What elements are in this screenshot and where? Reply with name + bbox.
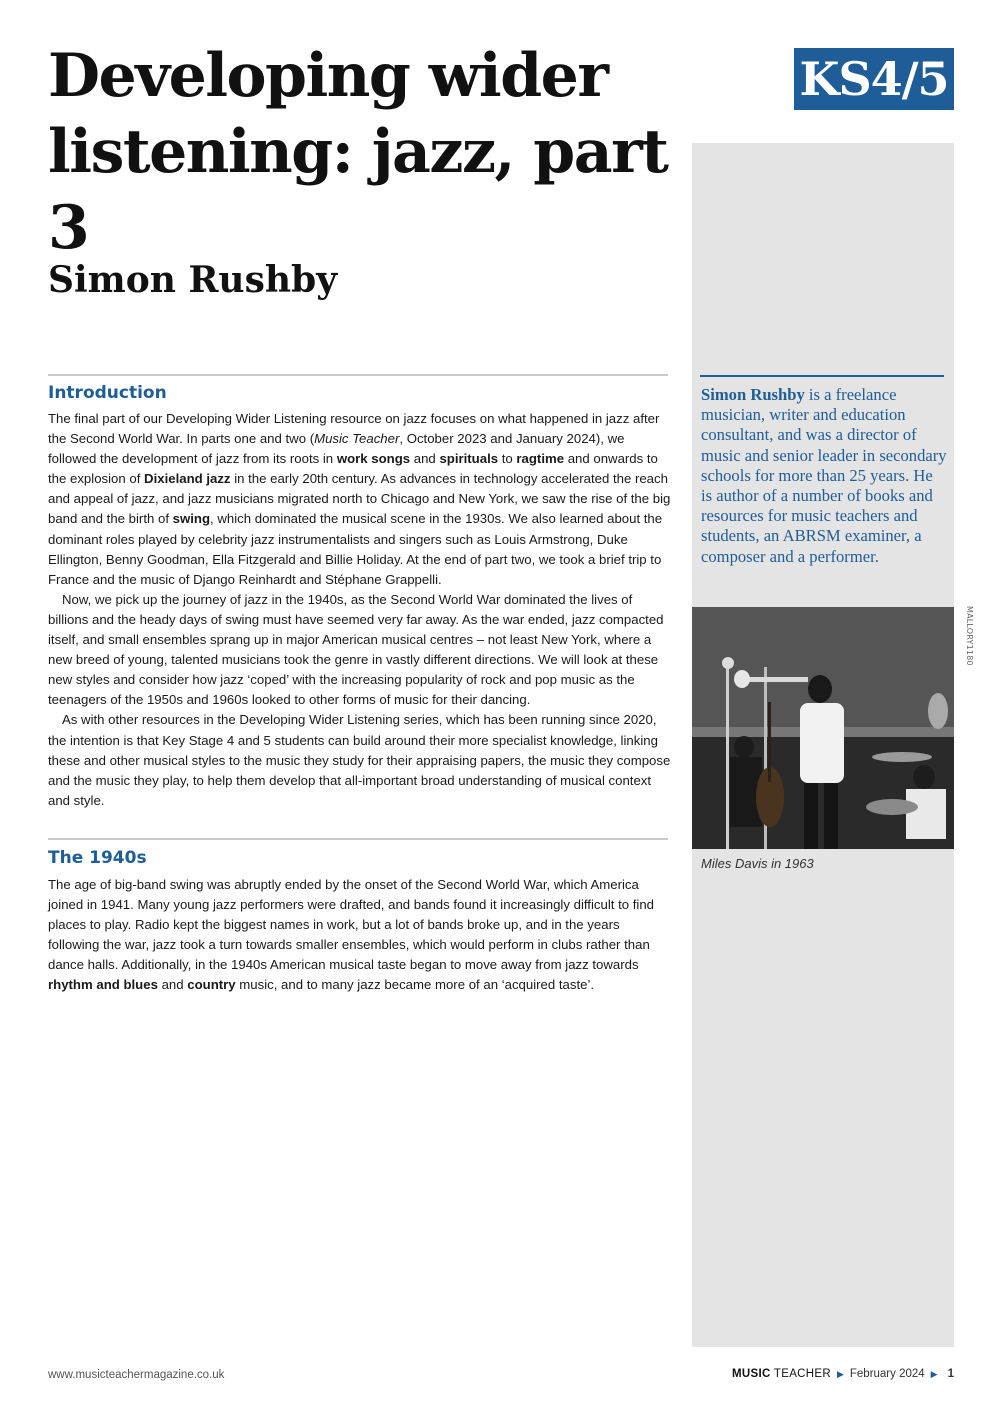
intro-paragraph-2: Now, we pick up the journey of jazz in the 1940s, as the Second World War dominated the lives of billions and the heady days of swing must have seemed very far away. As the war ended, jazz compacted itself, and small ensembles sprang up in major American musical centres – not least New York, where a new breed of young, talented musicians took the genre in vastly different directions. We will look at these new styles and consider how jazz ‘coped’ with the increasing popularity of rock and pop music as the teenagers of the 1950s and 1960s looked to other forms of music for their dancing. — [48, 591, 664, 708]
photo-credit: MALLORY1180 — [965, 606, 974, 666]
page-number: 1 — [947, 1368, 954, 1380]
key-term: work songs — [336, 451, 411, 467]
photo-caption: Miles Davis in 1963 — [701, 856, 814, 871]
key-term: Dixieland jazz — [144, 471, 231, 487]
section-divider-1940s — [48, 838, 668, 840]
section-1940s-heading: The 1940s — [48, 848, 147, 868]
section-1940s-paragraph — [48, 875, 672, 996]
intro-body — [48, 409, 672, 811]
text-run: and — [157, 977, 188, 993]
footer-website-link[interactable]: www.musicteachermagazine.co.uk — [48, 1369, 225, 1381]
bio-author-name: Simon Rushby — [701, 385, 805, 404]
section-divider-intro — [48, 374, 668, 376]
section-1940s-body — [48, 875, 672, 996]
publication-name: Music Teacher — [314, 431, 400, 447]
photo-illustration — [692, 607, 954, 849]
article-title — [48, 38, 688, 266]
author-name: Simon Rushby — [48, 259, 338, 301]
key-term: rhythm and blues — [48, 977, 158, 993]
text-run: The final part of our Developing Wider Listening resource on jazz focuses on what happened in jazz after the Second World War. In parts one and two ( — [48, 411, 660, 447]
footer-publication-info — [732, 1368, 954, 1380]
miles-davis-photo — [692, 607, 954, 849]
author-bio — [701, 385, 947, 567]
intro-paragraph-3: As with other resources in the Developing Wider Listening series, which has been running since 2020, the intention is that Key Stage 4 and 5 students can build around their more specialist knowledge, linking these and other musical styles to the music they study for their appraising papers, the music they compose and the music they play, to help them develop that all-important broad understanding of musical context and style. — [48, 712, 671, 808]
text-run: to — [498, 451, 517, 467]
text-run: The age of big-band swing was abruptly ended by the onset of the Second World War, which America joined in 1941. Many young jazz performers were drafted, and bands found it increasingly difficult to find places to play. Radio kept the biggest names in work, but a lot of bands broke up, and in the years following the war, jazz took a turn towards smaller ensembles, which would perform in clubs rather than dance halls. Additionally, in the 1940s American musical taste began to move away from jazz towards — [48, 877, 655, 973]
key-stage-badge: KS4/5 — [794, 48, 954, 110]
key-term: country — [187, 977, 236, 993]
text-run: and onwards to the explosion of — [48, 451, 658, 487]
text-run: in the early 20th century. As advances in technology accelerated the reach and appeal of jazz, and jazz musicians migrated north to Chicago and New York, we saw the rise of the big band and the birth of — [48, 471, 671, 527]
bio-text: is a freelance musician, writer and education consultant, and was a director of music and senior leader in secondary schools for more than 25 years. He is author of a number of books and resources for music teachers and students, an ABRSM examiner, a composer and a performer. — [701, 385, 947, 566]
text-run: music, and to many jazz became more of an ‘acquired taste’. — [235, 977, 595, 993]
key-term: ragtime — [516, 451, 565, 467]
intro-paragraph-1 — [48, 409, 672, 590]
text-run: , which dominated the musical scene in the 1930s. We also learned about the dominant roles played by celebrity jazz instrumentalists and singers such as Louis Armstrong, Duke Ellington, Benny Goodman, Ella Fitzgerald and Billie Holiday. At the end of part two, we took a brief trip to France and the music of Django Reinhardt and Stéphane Grappelli. — [48, 511, 663, 587]
arrow-right-icon: ▶ — [836, 1369, 844, 1379]
text-run: , October 2023 and January 2024), we followed the development of jazz from its roots in — [48, 431, 625, 467]
intro-heading: Introduction — [48, 383, 167, 403]
footer-brand-bold: MUSIC — [732, 1368, 771, 1380]
article-title-line-1: Developing wider — [48, 41, 608, 111]
article-title-line-2: listening: jazz, part 3 — [48, 117, 668, 263]
footer-brand-light: TEACHER — [770, 1368, 831, 1380]
text-run: and — [410, 451, 440, 467]
arrow-right-icon: ▶ — [930, 1369, 938, 1379]
bio-divider — [700, 375, 944, 377]
footer-issue-date: February 2024 — [849, 1368, 925, 1380]
key-term: spirituals — [439, 451, 499, 467]
key-term: swing — [172, 511, 211, 527]
